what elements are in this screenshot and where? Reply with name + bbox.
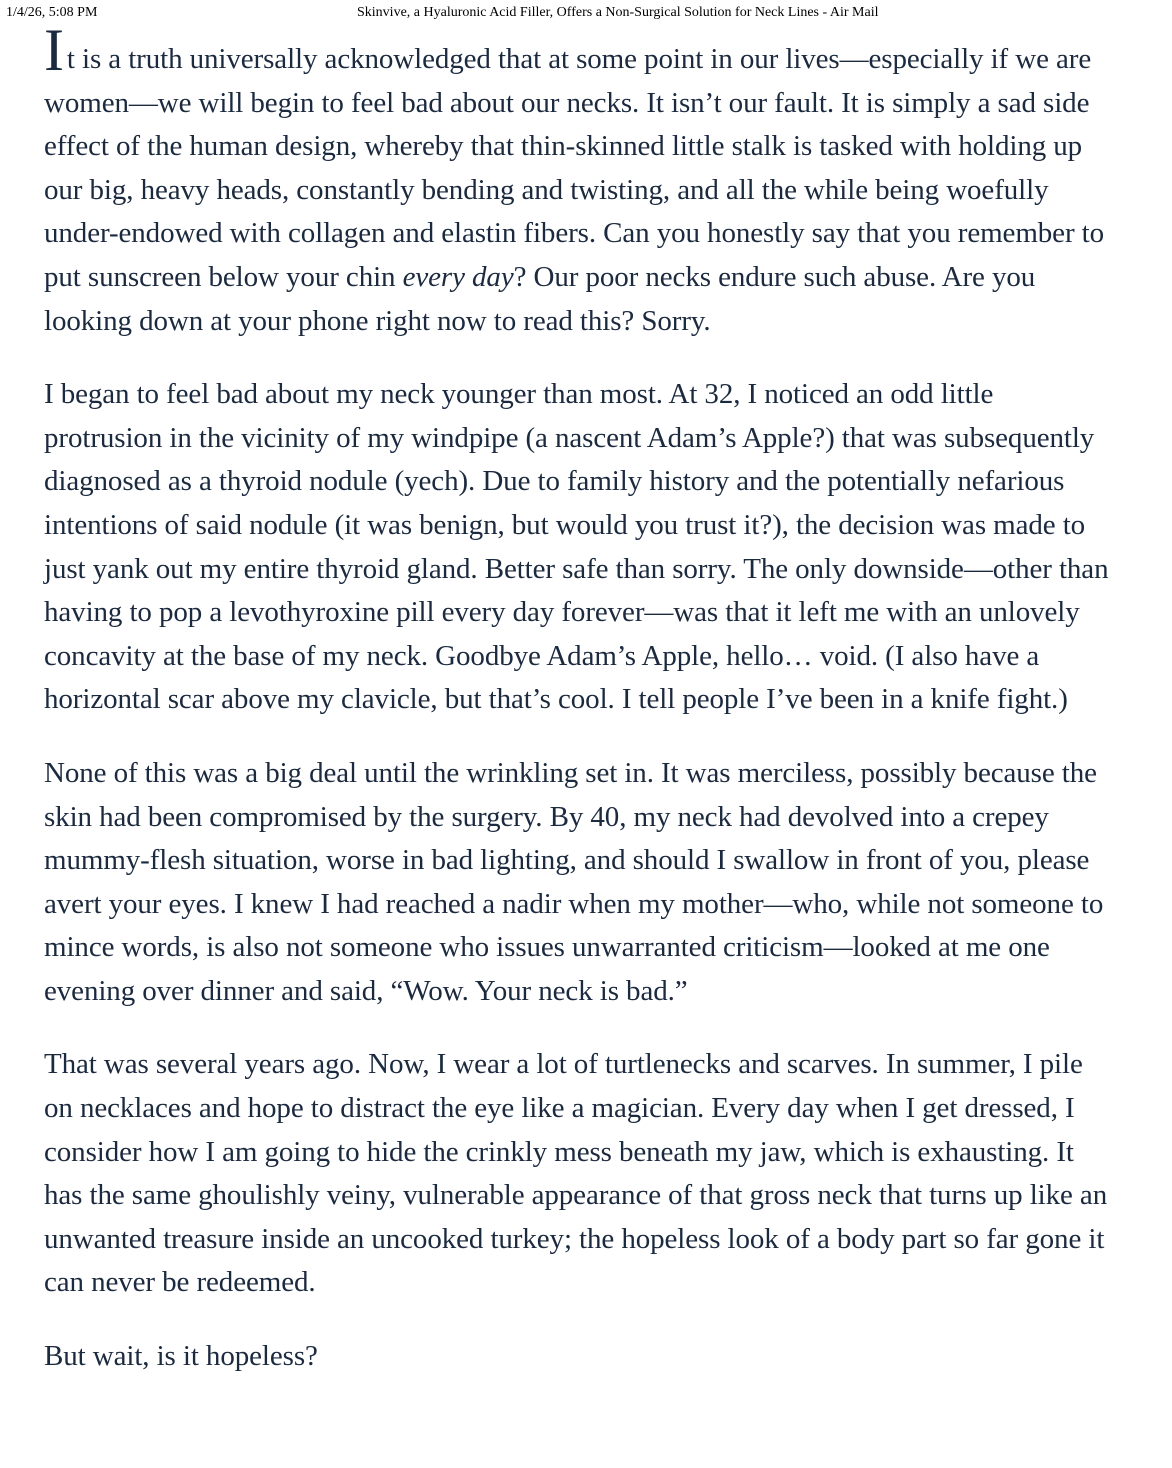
paragraph-1-text-start: t is a truth universally acknowledged that at some point in our lives—especially if we are women—we will begin to feel bad about our necks. It isn’t our fault. It is simply a sad side effect of the human design, whereby that thin-skinned little stalk is tasked with holding up our big, heavy heads, constantly bending and twisting, and all the while being woefully under-endowed with collagen and elastin fibers. Can you honestly say that you remember to put sunscreen below your chin (44, 43, 1105, 293)
print-header (0, 4, 1172, 24)
article-paragraph-3: None of this was a big deal until the wrinkling set in. It was merciless, possibly because the skin had been compromised by the surgery. By 40, my neck had devolved into a crepey mummy-flesh situation, worse in bad lighting, and should I swallow in front of you, please avert your eyes. I knew I had reached a nadir when my mother—who, while not someone to mince words, is also not someone who issues unwarranted criticism—looked at me one evening over dinner and said, “Wow. Your neck is bad.” (44, 756, 1104, 1007)
paragraph-1-emphasis: every day (402, 260, 514, 293)
article-paragraph-5: But wait, is it hopeless? (44, 1340, 318, 1373)
article-body (44, 17, 1112, 1409)
article-paragraph-4: That was several years ago. Now, I wear a lot of turtlenecks and scarves. In summer, I pile on necklaces and hope to distract the eye like a magician. Every day when I get dressed, I consider how I am going to hide the crinkly mess beneath my jaw, which is exhausting. It has the same ghoulishly veiny, vulnerable appearance of that gross neck that turns up like an unwanted treasure inside an uncooked turkey; the hopeless look of a body part so far gone it can never be redeemed. (44, 1048, 1108, 1299)
article-paragraph-1 (44, 17, 1112, 343)
paragraph-1-text-end: ? Our poor necks endure such abuse. Are you looking down at your phone right now to read this? Sorry. (44, 260, 1036, 337)
drop-cap: I (44, 17, 64, 83)
print-page-title: Skinvive, a Hyaluronic Acid Filler, Offers a Non-Surgical Solution for Neck Lines - Air Mail (357, 5, 879, 20)
print-date: 1/4/26, 5:08 PM (6, 5, 98, 20)
article-paragraph-2: I began to feel bad about my neck younger than most. At 32, I noticed an odd little protrusion in the vicinity of my windpipe (a nascent Adam’s Apple?) that was subsequently diagnosed as a thyroid nodule (yech). Due to family history and the potentially nefarious intentions of said nodule (it was benign, but would you trust it?), the decision was made to just yank out my entire thyroid gland. Better safe than sorry. The only downside—other than having to pop a levothyroxine pill every day forever—was that it left me with an unlovely concavity at the base of my neck. Goodbye Adam’s Apple, hello… void. (I also have a horizontal scar above my clavicle, but that’s cool. I tell people I’ve been in a knife fight.) (44, 378, 1109, 716)
